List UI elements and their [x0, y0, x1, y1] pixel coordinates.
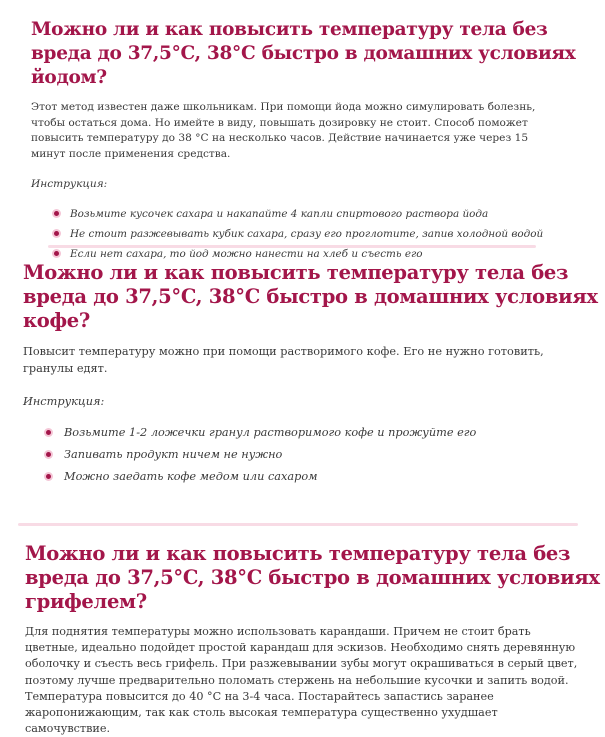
- section-text: Этот метод известен даже школьникам. При помощи йода можно симулировать болезнь, чтобы остаться дома. Но имейте в виду, повышать дозировку не стоит. Способ поможет повысить температуру до 38 °C на несколько часов. Действие начинается уже через 15 минут после применения средства.: [31, 101, 536, 160]
- list-item: [46, 444, 605, 466]
- list-item: [46, 422, 605, 444]
- instruction-label: Инструкция:: [31, 178, 108, 190]
- section-title: Можно ли и как повысить температуру тела без вреда до 37,5°C, 38°C быстро в домашних условиях грифелем?: [25, 542, 600, 613]
- list-item-text: Не стоит разжевывать кубик сахара, сразу его проглотите, запив холодной водой: [70, 228, 544, 240]
- section-iodine: [0, 18, 605, 264]
- section-divider: [48, 245, 536, 248]
- list-item: [54, 204, 605, 224]
- list-item-text: Возьмите кусочек сахара и накапайте 4 капли спиртового раствора йода: [70, 208, 489, 220]
- list-item-text: Возьмите 1-2 ложечки гранул растворимого кофе и прожуйте его: [64, 426, 477, 439]
- instruction-list: [46, 422, 605, 488]
- section-divider: [18, 523, 578, 526]
- list-item-text: Запивать продукт ничем не нужно: [64, 448, 283, 461]
- list-item-text: Можно заедать кофе медом или сахаром: [64, 470, 318, 483]
- section-pencil-lead: [0, 542, 605, 737]
- bullet-icon: [46, 430, 51, 435]
- section-text: Для поднятия температуры можно использовать карандаши. Причем не стоит брать цветные, идеально подойдет простой карандаш для эскизов. Необходимо снять деревянную оболочку и съесть весь грифель. При разжевывании зубы могут окрашиваться в серый цвет, поэтому лучше предварительно поломать стержень на небольшие кусочки и запить водой. Температура повысится до 40 °C на 3-4 часа. Постарайтесь запастись заранее жаропонижающим, так как столь высокая температура существенно ухудшает самочувствие.: [25, 625, 578, 736]
- bullet-icon: [46, 474, 51, 479]
- list-item-text: Если нет сахара, то йод можно нанести на хлеб и съесть его: [70, 248, 423, 260]
- instruction-label: Инструкция:: [23, 395, 105, 408]
- bullet-icon: [54, 251, 59, 256]
- bullet-icon: [54, 211, 59, 216]
- instruction-list: [54, 204, 605, 264]
- bullet-icon: [54, 231, 59, 236]
- list-item: [54, 224, 605, 244]
- section-coffee: [0, 261, 605, 488]
- section-text: Повысит температуру можно при помощи растворимого кофе. Его не нужно готовить, гранулы едят.: [23, 345, 544, 375]
- section-title: Можно ли и как повысить температуру тела без вреда до 37,5°C, 38°C быстро в домашних условиях йодом?: [31, 19, 576, 88]
- list-item: [46, 466, 605, 488]
- bullet-icon: [46, 452, 51, 457]
- section-title: Можно ли и как повысить температуру тела без вреда до 37,5°C, 38°C быстро в домашних условиях кофе?: [23, 261, 598, 332]
